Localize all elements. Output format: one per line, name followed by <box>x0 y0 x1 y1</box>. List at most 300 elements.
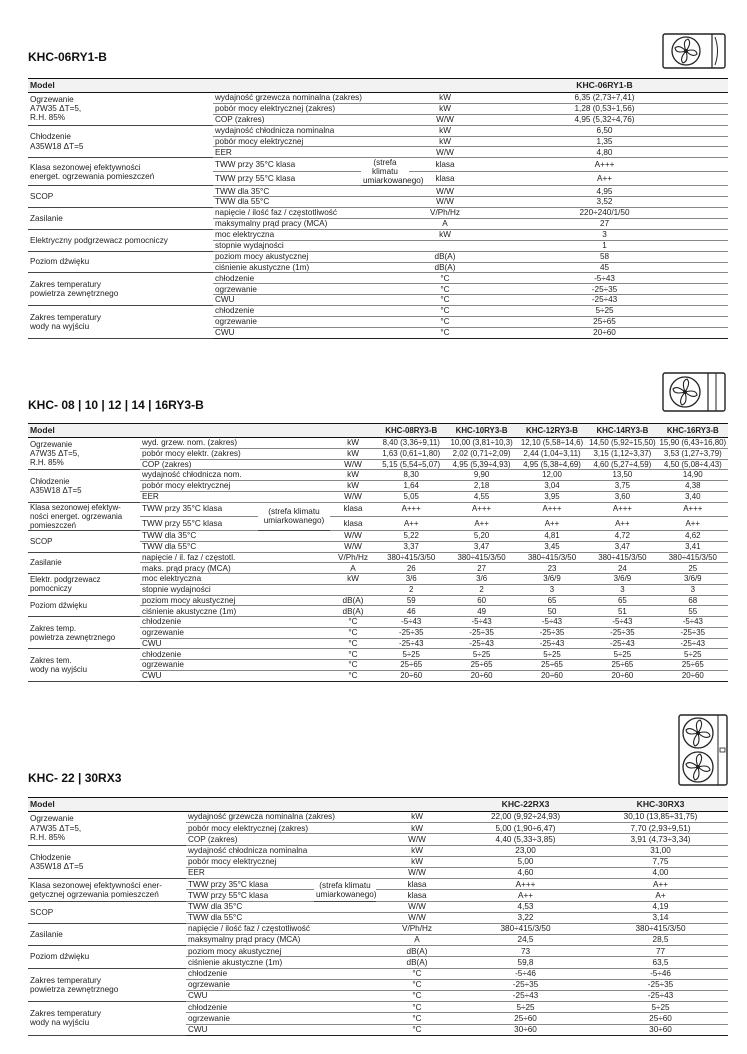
value-cell: 5,15 (5,54÷5,07) <box>376 459 446 470</box>
param-label: TWW dla 55°C <box>140 541 330 552</box>
table-row <box>28 438 728 449</box>
table-row <box>28 649 728 660</box>
value-cell: 13,50 <box>587 470 657 481</box>
table-row <box>28 845 728 856</box>
table-row <box>28 502 728 516</box>
value-cell: 3,40 <box>658 491 728 502</box>
value-cell: 4,62 <box>658 531 728 542</box>
value-cell: 14,90 <box>658 470 728 481</box>
value-cell: -25÷35 <box>658 627 728 638</box>
param-label: CWU <box>140 638 330 649</box>
value-cell: 1,28 (0,53÷1,56) <box>481 103 728 114</box>
value-cell: 1,63 (0,61÷1,80) <box>376 448 446 459</box>
value-cell: A++ <box>481 172 728 186</box>
param-label: poziom mocy akustycznej <box>186 946 376 957</box>
value-cell: 3/6/9 <box>517 574 587 585</box>
table-row <box>28 923 728 934</box>
value-cell: 25÷65 <box>587 660 657 671</box>
value-cell: 46 <box>376 606 446 617</box>
param-label: chłodzenie <box>213 273 409 284</box>
value-cell: 12,00 <box>517 470 587 481</box>
param-label: pobór mocy elektrycznej <box>213 136 409 147</box>
unit-cell: klasa <box>376 879 458 890</box>
param-label: TWW dla 35°C <box>213 186 409 197</box>
value-cell: 59,8 <box>458 957 593 968</box>
value-cell: 68 <box>658 595 728 606</box>
param-label: pobór mocy elektr. (zakres) <box>140 448 330 459</box>
value-cell: 3,14 <box>593 912 728 923</box>
param-label: wyd. grzew. nom. (zakres) <box>140 438 330 449</box>
value-cell: 380÷415/3/50 <box>458 923 593 934</box>
value-cell: 4,95 (5,39÷4,93) <box>446 459 516 470</box>
value-cell: 30÷60 <box>458 1024 593 1035</box>
value-cell: 5÷25 <box>446 649 516 660</box>
value-cell: 380÷415/3/50 <box>517 552 587 563</box>
value-cell: 20÷60 <box>481 327 728 338</box>
value-cell: -25÷43 <box>481 295 728 306</box>
value-cell: 2,18 <box>446 481 516 492</box>
model-column-header: KHC-30RX3 <box>593 798 728 812</box>
value-cell: -25÷43 <box>593 991 728 1002</box>
value-cell: -5÷43 <box>446 617 516 628</box>
unit-cell: °C <box>409 273 481 284</box>
value-cell: 25÷65 <box>517 660 587 671</box>
table-row <box>28 574 728 585</box>
group-label: Ogrzewanie A7W35 ΔT=5, R.H. 85% <box>28 93 213 126</box>
value-cell: 24 <box>587 563 657 574</box>
unit-cell: dB(A) <box>376 957 458 968</box>
param-label: EER <box>186 867 376 878</box>
unit-cell: dB(A) <box>330 606 376 617</box>
value-cell: -25÷43 <box>458 991 593 1002</box>
value-cell: 4,00 <box>593 867 728 878</box>
value-cell: 4,19 <box>593 901 728 912</box>
value-cell: 7,70 (2,93÷9,51) <box>593 823 728 834</box>
unit-cell: °C <box>330 670 376 681</box>
param-label: pobór mocy elektrycznej (zakres) <box>186 823 376 834</box>
param-label: CWU <box>140 670 330 681</box>
value-cell: -25÷35 <box>587 627 657 638</box>
param-label: ogrzewanie <box>213 284 409 295</box>
group-label: Zasilanie <box>28 552 140 574</box>
value-cell: 2,44 (1,04÷3,11) <box>517 448 587 459</box>
unit-cell: klasa <box>409 158 481 172</box>
spec-table <box>28 78 728 339</box>
param-label: stopnie wydajności <box>213 240 409 251</box>
unit-cell: °C <box>330 660 376 671</box>
value-cell: 27 <box>481 219 728 230</box>
value-cell: 23,00 <box>458 845 593 856</box>
param-label: wydajność chłodnicza nom. <box>140 470 330 481</box>
value-cell: 3,15 (1,12÷3,37) <box>587 448 657 459</box>
group-label: Elektryczny podgrzewacz pomocniczy <box>28 229 213 251</box>
unit-cell: klasa <box>409 172 481 186</box>
table-row <box>28 617 728 628</box>
value-cell: A+++ <box>481 158 728 172</box>
value-cell: 3,41 <box>658 541 728 552</box>
table-row <box>28 208 728 219</box>
value-cell: 380÷415/3/50 <box>593 923 728 934</box>
param-label: pobór mocy elektrycznej <box>186 856 376 867</box>
param-label: wydajność grzewcza nominalna (zakres) <box>213 93 409 104</box>
group-label: Zakres temperatury wody na wyjściu <box>28 306 213 339</box>
model-column-header: KHC-16RY3-B <box>658 424 728 438</box>
model-header: Model <box>28 79 481 93</box>
param-label: chłodzenie <box>140 617 330 628</box>
spec-table <box>28 423 728 682</box>
single-fan-unit-icon <box>662 372 726 412</box>
value-cell: A++ <box>376 516 446 530</box>
group-label: Chłodzenie A35W18 ΔT=5 <box>28 845 186 879</box>
group-label: Zakres temperatury powietrza zewnętrznego <box>28 968 186 1002</box>
value-cell: A+ <box>593 890 728 901</box>
table-row <box>28 901 728 912</box>
model-column-header: KHC-10RY3-B <box>446 424 516 438</box>
unit-cell: °C <box>409 284 481 295</box>
value-cell: 73 <box>458 946 593 957</box>
value-cell: 2,02 (0,71÷2,09) <box>446 448 516 459</box>
single-fan-unit-icon <box>662 33 726 69</box>
value-cell: 5,00 <box>458 856 593 867</box>
unit-cell: °C <box>409 306 481 317</box>
value-cell: 3,47 <box>587 541 657 552</box>
value-cell: A++ <box>458 890 593 901</box>
value-cell: 50 <box>517 606 587 617</box>
group-label: Ogrzewanie A7W35 ΔT=5, R.H. 85% <box>28 812 186 846</box>
value-cell: A++ <box>517 516 587 530</box>
value-cell: A+++ <box>446 502 516 516</box>
param-label: moc elektryczna <box>140 574 330 585</box>
value-cell: 4,80 <box>481 147 728 158</box>
unit-cell: klasa <box>330 516 376 530</box>
value-cell: -25÷35 <box>376 627 446 638</box>
value-cell: 380÷415/3/50 <box>658 552 728 563</box>
value-cell: 12,10 (5,58÷14,6) <box>517 438 587 449</box>
value-cell: 22,00 (9,92÷24,93) <box>458 812 593 823</box>
param-label: pobór mocy elektrycznej <box>140 481 330 492</box>
value-cell: 4,50 (5,08÷4,43) <box>658 459 728 470</box>
value-cell: 7,75 <box>593 856 728 867</box>
param-label: TWW dla 35°C <box>140 531 330 542</box>
model-column-header: KHC-22RX3 <box>458 798 593 812</box>
unit-cell: dB(A) <box>409 251 481 262</box>
value-cell: 5,00 (1,90÷6,47) <box>458 823 593 834</box>
param-label: TWW przy 35°C klasa <box>140 502 258 516</box>
value-cell: -5÷43 <box>376 617 446 628</box>
group-label: SCOP <box>28 186 213 208</box>
value-cell: 3,75 <box>587 481 657 492</box>
table-row <box>28 812 728 823</box>
group-label: Klasa sezonowej efektyw- ności energet. ogrzewania pomieszczeń <box>28 502 140 531</box>
value-cell: A++ <box>446 516 516 530</box>
value-cell: 27 <box>446 563 516 574</box>
value-cell: 63,5 <box>593 957 728 968</box>
param-label: wydajność grzewcza nominalna (zakres) <box>186 812 376 823</box>
value-cell: -5÷46 <box>593 968 728 979</box>
group-label: Klasa sezonowej efektywności ener- getycznej ogrzewania pomieszczeń <box>28 879 186 901</box>
value-cell: 5,05 <box>376 491 446 502</box>
unit-cell: dB(A) <box>376 946 458 957</box>
value-cell: 55 <box>658 606 728 617</box>
param-label: ogrzewanie <box>140 627 330 638</box>
value-cell: 3,37 <box>376 541 446 552</box>
value-cell: 20÷60 <box>446 670 516 681</box>
value-cell: -5÷46 <box>458 968 593 979</box>
value-cell: A+++ <box>517 502 587 516</box>
value-cell: 3,22 <box>458 912 593 923</box>
value-cell: -25÷35 <box>593 979 728 990</box>
value-cell: 30÷60 <box>593 1024 728 1035</box>
param-label: napięcie / ilość faz / częstotliwość <box>213 208 409 219</box>
value-cell: 4,40 (5,33÷3,85) <box>458 834 593 845</box>
param-label: moc elektryczna <box>213 229 409 240</box>
value-cell: 51 <box>587 606 657 617</box>
param-label: chłodzenie <box>140 649 330 660</box>
param-label: TWW przy 55°C klasa <box>213 172 361 186</box>
value-cell: -25÷43 <box>376 638 446 649</box>
value-cell: -25÷43 <box>658 638 728 649</box>
unit-cell: °C <box>409 327 481 338</box>
unit-cell: klasa <box>376 890 458 901</box>
table-row <box>28 158 728 172</box>
value-cell: 6,35 (2,73÷7,41) <box>481 93 728 104</box>
group-label: SCOP <box>28 901 186 923</box>
unit-cell: W/W <box>330 491 376 502</box>
unit-cell: dB(A) <box>330 595 376 606</box>
param-label: CWU <box>213 295 409 306</box>
value-cell: 3,47 <box>446 541 516 552</box>
value-cell: A++ <box>658 516 728 530</box>
unit-cell: W/W <box>330 541 376 552</box>
param-label: wydajność chłodnicza nominalna <box>186 845 376 856</box>
param-label: TWW dla 55°C <box>186 912 376 923</box>
unit-cell: A <box>330 563 376 574</box>
group-label: Zakres temperatury wody na wyjściu <box>28 1002 186 1036</box>
unit-cell: W/W <box>409 114 481 125</box>
value-cell: 220÷240/1/50 <box>481 208 728 219</box>
climate-zone-note: (strefa klimatu umiarkowanego) <box>363 158 424 186</box>
value-cell: 3/6/9 <box>658 574 728 585</box>
value-cell: 5÷25 <box>376 649 446 660</box>
unit-cell: kW <box>376 845 458 856</box>
value-cell: 25÷65 <box>658 660 728 671</box>
table-row <box>28 229 728 240</box>
value-cell: 14,50 (5,92÷15,50) <box>589 438 656 448</box>
value-cell: 65 <box>517 595 587 606</box>
group-label: Zakres temp. powietrza zewnętrznego <box>28 617 140 649</box>
group-label: Elektr. podgrzewacz pomocniczy <box>28 574 140 596</box>
value-cell: 3,04 <box>517 481 587 492</box>
unit-cell: A <box>409 219 481 230</box>
group-label: Chłodzenie A35W18 ΔT=5 <box>28 470 140 502</box>
model-column-header: KHC-06RY1-B <box>481 79 728 93</box>
value-cell: 20÷60 <box>658 670 728 681</box>
value-cell: 25÷60 <box>458 1013 593 1024</box>
value-cell: A++ <box>593 879 728 890</box>
model-column-header: KHC-12RY3-B <box>517 424 587 438</box>
param-label: ogrzewanie <box>186 1013 376 1024</box>
param-label: chłodzenie <box>186 968 376 979</box>
param-label: TWW przy 55°C klasa <box>140 516 258 530</box>
value-cell: 23 <box>517 563 587 574</box>
unit-cell: W/W <box>376 912 458 923</box>
value-cell: 5÷25 <box>587 649 657 660</box>
param-label: maksymalny prąd pracy (MCA) <box>186 935 376 946</box>
unit-cell: °C <box>376 979 458 990</box>
table-row <box>28 306 728 317</box>
param-label: TWW przy 35°C klasa <box>213 158 361 172</box>
param-label: TWW dla 55°C <box>213 197 409 208</box>
value-cell: 380÷415/3/50 <box>376 552 446 563</box>
value-cell: 5÷25 <box>481 306 728 317</box>
value-cell: -5÷43 <box>481 273 728 284</box>
value-cell: 3,60 <box>587 491 657 502</box>
group-label: Poziom dźwięku <box>28 946 186 968</box>
value-cell: -5÷43 <box>658 617 728 628</box>
value-cell: A+++ <box>587 502 657 516</box>
unit-cell: °C <box>330 649 376 660</box>
group-label: Zasilanie <box>28 923 186 945</box>
section-title: KHC- 08 | 10 | 12 | 14 | 16RY3-B <box>28 398 204 412</box>
value-cell: 3 <box>517 584 587 595</box>
model-header: Model <box>28 798 458 812</box>
table-row <box>28 968 728 979</box>
param-label: ogrzewanie <box>213 317 409 328</box>
value-cell: 5÷25 <box>458 1002 593 1013</box>
table-header-row <box>28 79 728 93</box>
table-header-row <box>28 424 728 438</box>
param-label: ciśnienie akustyczne (1m) <box>140 606 330 617</box>
param-label: poziom mocy akustycznej <box>140 595 330 606</box>
value-cell: 25÷65 <box>446 660 516 671</box>
value-cell: A+++ <box>658 502 728 516</box>
value-cell: 5÷25 <box>517 649 587 660</box>
param-label: pobór mocy elektrycznej (zakres) <box>213 103 409 114</box>
unit-cell: W/W <box>330 459 376 470</box>
value-cell: 3,52 <box>481 197 728 208</box>
param-label: TWW przy 35°C klasa <box>186 879 314 890</box>
value-cell: 15,90 (6,43÷16,80) <box>659 438 727 448</box>
value-cell: 25 <box>658 563 728 574</box>
group-label: Zakres tem. wody na wyjściu <box>28 649 140 681</box>
value-cell: -25÷43 <box>587 638 657 649</box>
param-label: chłodzenie <box>213 306 409 317</box>
table-row <box>28 186 728 197</box>
value-cell: 65 <box>587 595 657 606</box>
unit-cell: °C <box>376 1002 458 1013</box>
param-label: EER <box>140 491 330 502</box>
section-title: KHC- 22 | 30RX3 <box>28 771 122 785</box>
value-cell: 5÷25 <box>658 649 728 660</box>
group-label: Klasa sezonowej efektywności energet. ogrzewania pomieszczeń <box>28 158 213 186</box>
value-cell: 2 <box>446 584 516 595</box>
model-column-header: KHC-14RY3-B <box>587 424 657 438</box>
value-cell: -25÷43 <box>446 638 516 649</box>
unit-cell: °C <box>330 617 376 628</box>
value-cell: 5,20 <box>446 531 516 542</box>
unit-cell: kW <box>376 812 458 823</box>
param-label: ciśnienie akustyczne (1m) <box>186 957 376 968</box>
param-label: wydajność chłodnicza nominalna <box>213 125 409 136</box>
value-cell: 4,72 <box>587 531 657 542</box>
value-cell: 380÷415/3/50 <box>587 552 657 563</box>
param-label: napięcie / ilość faz / częstotliwość <box>186 923 376 934</box>
value-cell: 24,5 <box>458 935 593 946</box>
param-label: COP (zakres) <box>186 834 376 845</box>
value-cell: 1,64 <box>376 481 446 492</box>
climate-zone-note: (strefa klimatu umiarkowanego) <box>314 879 376 901</box>
value-cell: 3 <box>481 229 728 240</box>
value-cell: -25÷35 <box>458 979 593 990</box>
value-cell: 28,5 <box>593 935 728 946</box>
unit-cell: kW <box>330 574 376 585</box>
unit-cell: °C <box>330 627 376 638</box>
value-cell: 9,90 <box>446 470 516 481</box>
unit-cell: kW <box>409 93 481 104</box>
value-cell: 1,35 <box>481 136 728 147</box>
unit-cell: V/Ph/Hz <box>330 552 376 563</box>
param-label: EER <box>213 147 409 158</box>
group-label: Poziom dźwięku <box>28 595 140 617</box>
value-cell: 20÷60 <box>376 670 446 681</box>
unit-cell: W/W <box>376 901 458 912</box>
value-cell: 4,53 <box>458 901 593 912</box>
unit-cell: V/Ph/Hz <box>376 923 458 934</box>
value-cell: 77 <box>593 946 728 957</box>
value-cell: 4,95 <box>481 186 728 197</box>
table-row <box>28 93 728 104</box>
unit-cell: kW <box>330 470 376 481</box>
table-header-row <box>28 798 728 812</box>
value-cell: 3,91 (4,73÷3,34) <box>593 834 728 845</box>
value-cell: 4,60 <box>458 867 593 878</box>
unit-cell: kW <box>376 823 458 834</box>
unit-cell: dB(A) <box>409 262 481 273</box>
unit-cell: °C <box>409 295 481 306</box>
value-cell: 10,00 (3,81÷10,3) <box>446 438 516 449</box>
group-label: Poziom dźwięku <box>28 251 213 273</box>
value-cell: 4,95 (5,32÷4,76) <box>481 114 728 125</box>
value-cell: 3,45 <box>517 541 587 552</box>
table-row <box>28 1002 728 1013</box>
value-cell: 3,95 <box>517 491 587 502</box>
value-cell: 31,00 <box>593 845 728 856</box>
model-column-header: KHC-08RY3-B <box>376 424 446 438</box>
section-title: KHC-06RY1-B <box>28 50 107 64</box>
unit-cell: W/W <box>376 867 458 878</box>
value-cell: 3 <box>587 584 657 595</box>
unit-cell: kW <box>409 229 481 240</box>
value-cell: -25÷35 <box>446 627 516 638</box>
param-label: COP (zakres) <box>140 459 330 470</box>
table-row <box>28 879 728 890</box>
param-label: napięcie / il. faz / częstotl. <box>140 552 330 563</box>
param-label: CWU <box>213 327 409 338</box>
value-cell: 49 <box>446 606 516 617</box>
param-label: ciśnienie akustyczne (1m) <box>213 262 409 273</box>
climate-zone-note: (strefa klimatu umiarkowanego) <box>258 502 330 531</box>
value-cell: 3/6 <box>446 574 516 585</box>
unit-cell: A <box>376 935 458 946</box>
table-row <box>28 946 728 957</box>
value-cell: 4,55 <box>446 491 516 502</box>
spec-table <box>28 797 728 1036</box>
value-cell: 3/6/9 <box>587 574 657 585</box>
unit-cell: kW <box>330 448 376 459</box>
unit-cell: W/W <box>330 531 376 542</box>
value-cell: 4,60 (5,27÷4,59) <box>587 459 657 470</box>
table-row <box>28 125 728 136</box>
